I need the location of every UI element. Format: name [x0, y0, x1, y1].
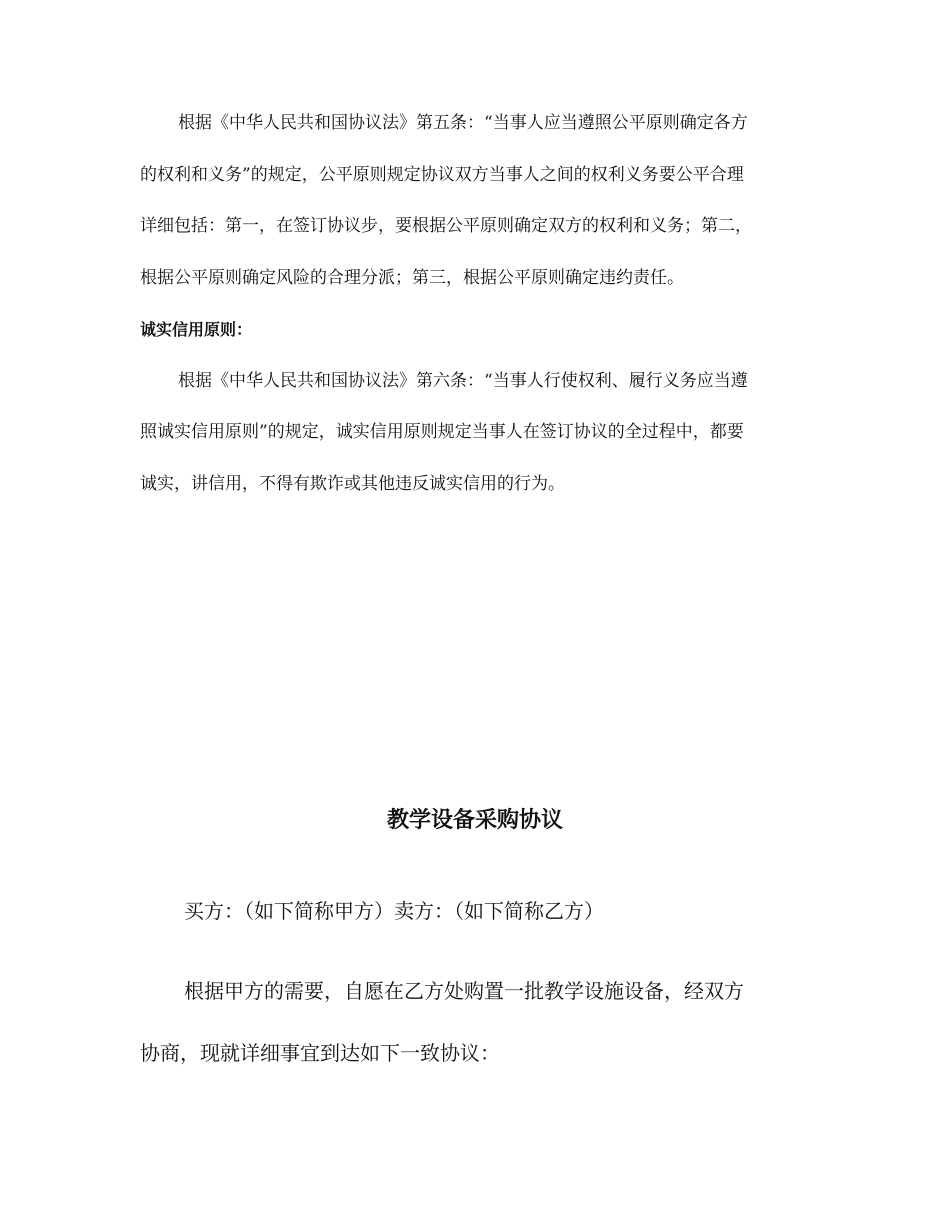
paragraph-line: 详细包括：第一，在签订协议步，要根据公平原则确定双方的权利和义务；第二，	[140, 216, 752, 236]
paragraph-line: 根据《中华人民共和国协议法》第六条：“当事人行使权利、履行义务应当遵	[178, 371, 748, 391]
section-heading: 诚实信用原则：	[140, 320, 253, 339]
paragraph-line: 根据《中华人民共和国协议法》第五条：“当事人应当遵照公平原则确定各方	[178, 113, 748, 133]
paragraph-line: 根据甲方的需要，自愿在乙方处购置一批教学设施设备，经双方	[184, 979, 744, 1003]
parties-line: 买方：（如下简称甲方）卖方：（如下简称乙方）	[184, 899, 604, 923]
paragraph-line: 照诚实信用原则”的规定，诚实信用原则规定当事人在签订协议的全过程中，都要	[140, 422, 744, 442]
document-title: 教学设备采购协议	[386, 808, 563, 833]
paragraph-line: 协商，现就详细事宜到达如下一致协议：	[140, 1041, 500, 1065]
paragraph-line: 根据公平原则确定风险的合理分派；第三，根据公平原则确定违约责任。	[140, 268, 684, 288]
paragraph-line: 诚实，讲信用，不得有欺诈或其他违反诚实信用的行为。	[140, 474, 565, 494]
paragraph-line: 的权利和义务”的规定，公平原则规定协议双方当事人之间的权利义务要公平合理	[140, 165, 744, 185]
